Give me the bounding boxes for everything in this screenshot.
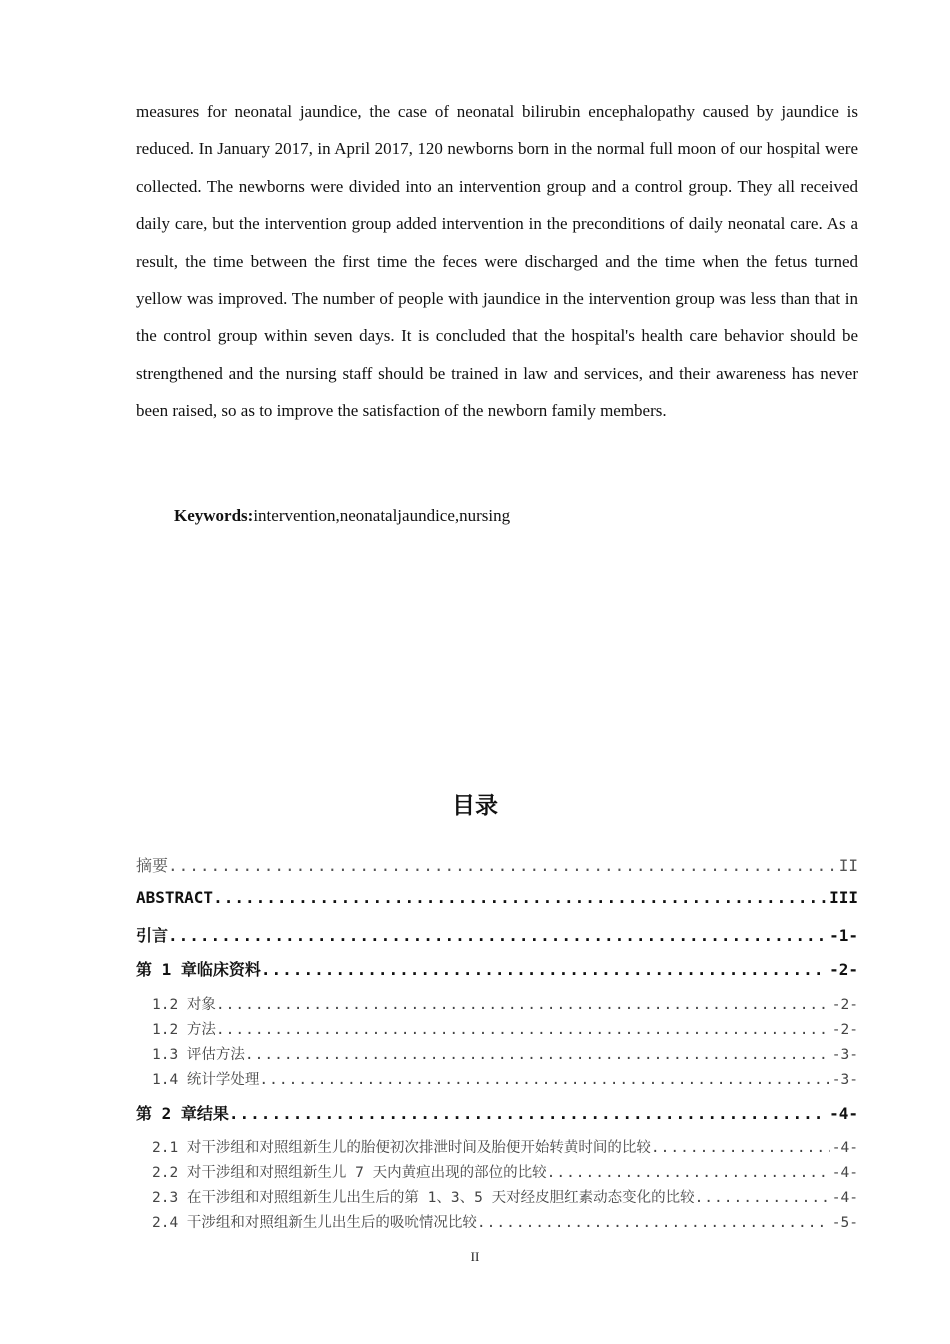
- toc-leader-dots: [229, 1104, 827, 1123]
- toc-entry-text: 第 1 章临床资料: [136, 960, 261, 979]
- toc-entry-page: -4-: [829, 1104, 858, 1123]
- keywords-value: intervention,neonataljaundice,nursing: [253, 506, 511, 525]
- toc-leader-dots: [213, 888, 827, 907]
- toc-entry-text: 1.4 统计学处理: [152, 1072, 260, 1088]
- toc-entry-page: -2-: [831, 1022, 858, 1038]
- toc-leader-dots: [216, 1022, 830, 1038]
- toc-leader-dots: [547, 1165, 830, 1181]
- toc-entry-text: 1.2 对象: [152, 997, 216, 1013]
- toc-entry-page: II: [838, 856, 858, 875]
- toc-entry-text: 1.2 方法: [152, 1022, 216, 1038]
- toc-entry-text: 2.4 干涉组和对照组新生儿出生后的吸吮情况比较: [152, 1215, 477, 1231]
- toc-entry-page: -4-: [831, 1140, 858, 1156]
- keywords-label: Keywords:: [174, 506, 254, 525]
- page-number: II: [470, 1249, 480, 1264]
- toc-leader-dots: [168, 926, 827, 945]
- toc-entry-page: -3-: [831, 1072, 858, 1088]
- toc-entry-1-4-statistics[interactable]: [152, 1068, 858, 1089]
- toc-leader-dots: [695, 1190, 830, 1206]
- toc-leader-dots: [168, 856, 837, 875]
- toc-leader-dots: [216, 997, 830, 1013]
- toc-entry-introduction[interactable]: [136, 923, 858, 946]
- toc-entry-page: -3-: [831, 1047, 858, 1063]
- toc-entry-text: ABSTRACT: [136, 888, 214, 907]
- toc-entry-text: 2.1 对干涉组和对照组新生儿的胎便初次排泄时间及胎便开始转黄时间的比较: [152, 1140, 651, 1156]
- toc-entry-text: 1.3 评估方法: [152, 1047, 245, 1063]
- toc-entry-chapter-1[interactable]: [136, 957, 858, 980]
- toc-entry-1-3-assessment[interactable]: [152, 1043, 858, 1064]
- toc-entry-chapter-2[interactable]: [136, 1101, 858, 1124]
- toc-entry-text: 第 2 章结果: [136, 1104, 229, 1123]
- toc-entry-page: -2-: [829, 960, 858, 979]
- toc-entry-page: -5-: [831, 1215, 858, 1231]
- toc-entry-text: 2.2 对干涉组和对照组新生儿 7 天内黄疸出现的部位的比较: [152, 1165, 547, 1181]
- toc-entry-abstract-cn[interactable]: [136, 853, 858, 876]
- toc-entry-2-4[interactable]: [152, 1211, 858, 1232]
- abstract-paragraph: measures for neonatal jaundice, the case of neonatal bilirubin encephalopathy caused by jaundice is reduced. In January 2017, in April 2017, 120 newborns born in the normal full moon of our hospital were collected. The newborns were divided into an intervention group and a control group. They all received daily care, but the intervention group added intervention in the preconditions of daily neonatal care. As a result, the time between the first time the feces were discharged and the time when the fetus turned yellow was improved. The number of people with jaundice in the intervention group was less than that in the control group within seven days. It is concluded that the hospital's health care behavior should be strengthened and the nursing staff should be trained in law and services, and their awareness has never been raised, so as to improve the satisfaction of the newborn family members.: [136, 102, 858, 421]
- keywords-line: [174, 502, 510, 530]
- toc-entry-2-2[interactable]: [152, 1161, 858, 1182]
- toc-leader-dots: [259, 1072, 829, 1088]
- toc-leader-dots: [245, 1047, 830, 1063]
- toc-entry-page: -2-: [831, 997, 858, 1013]
- toc-entry-text: 引言: [136, 926, 169, 945]
- toc-entry-text: 摘要: [136, 856, 169, 875]
- toc-entry-page: -4-: [831, 1165, 858, 1181]
- toc-entry-page: -1-: [829, 926, 858, 945]
- toc-entry-page: III: [829, 888, 858, 907]
- toc-title: 目录: [452, 793, 498, 819]
- toc-entry-2-1[interactable]: [152, 1136, 858, 1157]
- toc-leader-dots: [477, 1215, 830, 1231]
- toc-entry-2-3[interactable]: [152, 1186, 858, 1207]
- toc-entry-1-2-subjects[interactable]: [152, 993, 858, 1014]
- toc-entry-1-2-methods[interactable]: [152, 1018, 858, 1039]
- toc-entry-page: -4-: [831, 1190, 858, 1206]
- toc-entry-abstract-en[interactable]: [136, 888, 858, 907]
- toc-entry-text: 2.3 在干涉组和对照组新生儿出生后的第 1、3、5 天对经皮胆红素动态变化的比较: [152, 1190, 695, 1206]
- toc-leader-dots: [261, 960, 827, 979]
- toc-leader-dots: [651, 1140, 830, 1156]
